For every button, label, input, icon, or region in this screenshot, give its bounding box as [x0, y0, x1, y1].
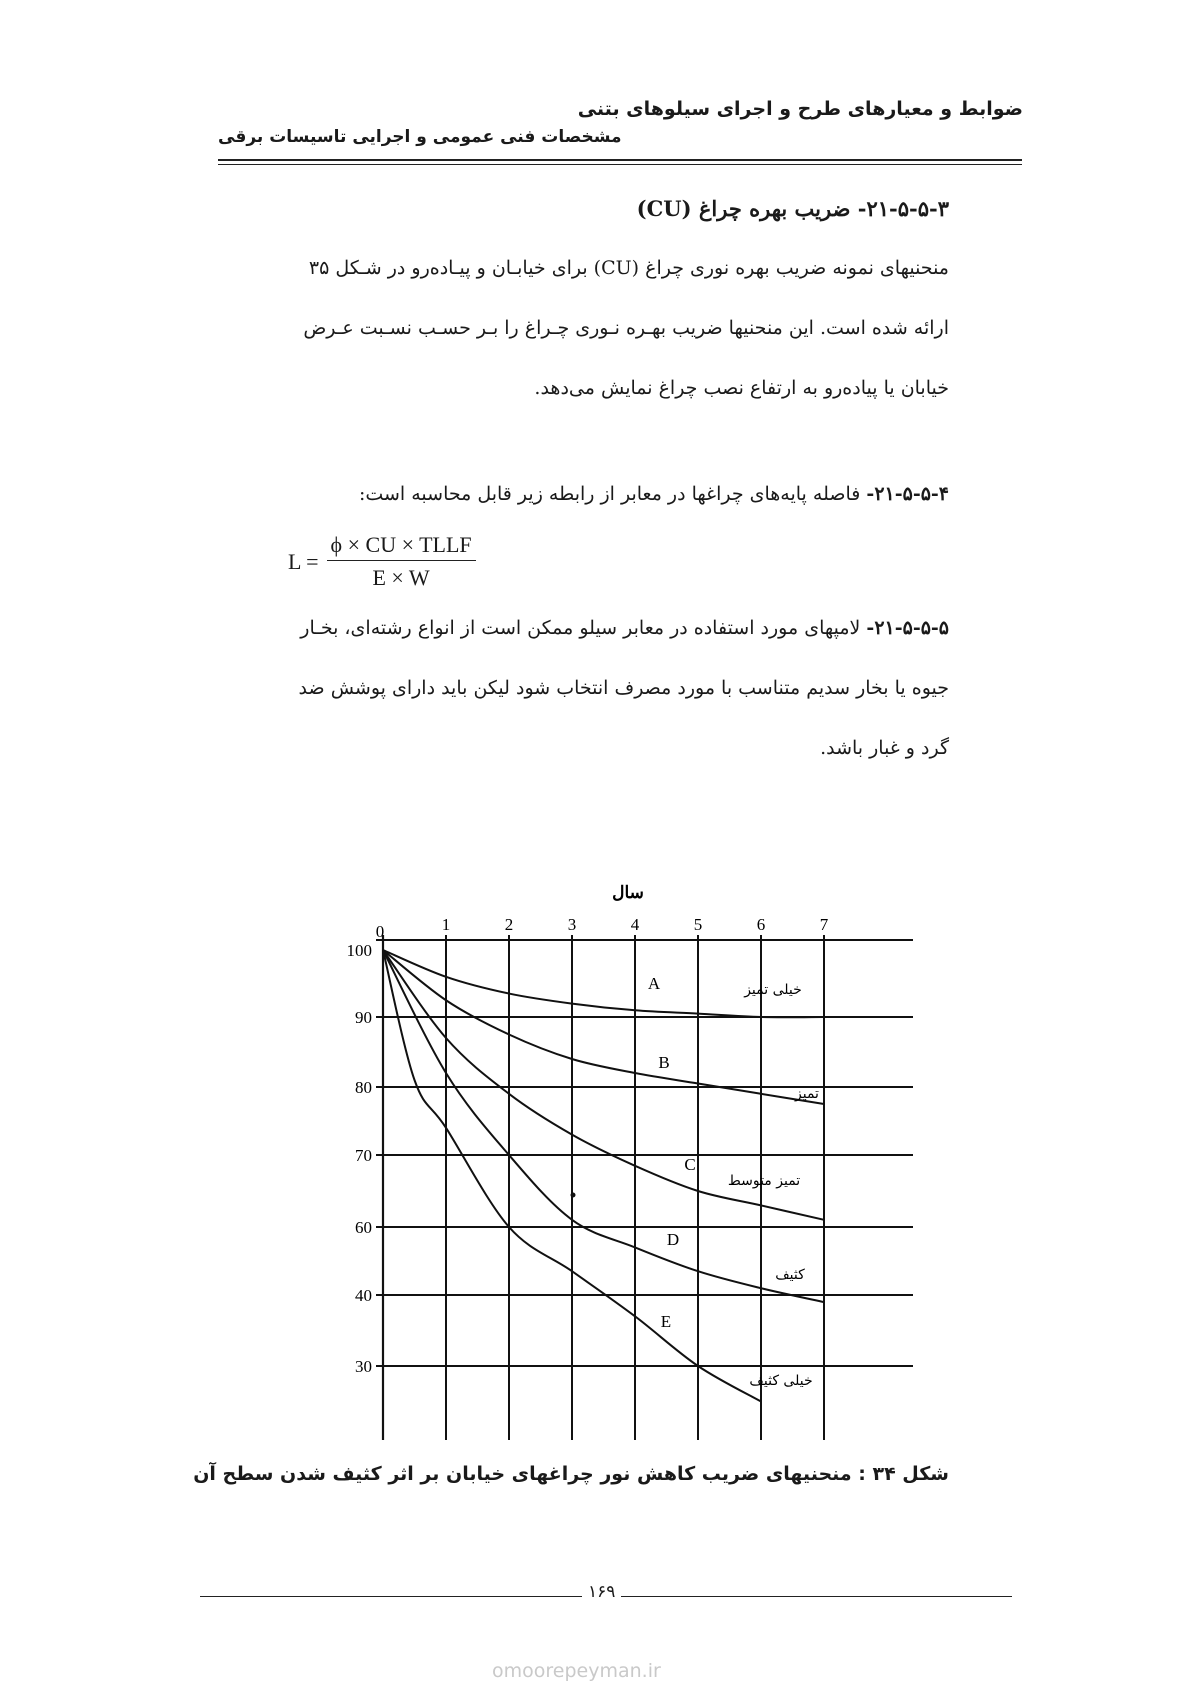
body-line: ۲۱-۵-۵-۵- لامپهای مورد استفاده در معابر سیلو ممکن است از انواع رشته‌ای، بخـار	[300, 617, 949, 639]
curve-letter: A	[647, 974, 661, 993]
figure-caption: شکل ۳۴ : منحنیهای ضریب کاهش نور چراغهای خیابان بر اثر کثیف شدن سطح آن	[193, 1463, 949, 1485]
body-line: خیابان یا پیاده‌رو به ارتفاع نصب چراغ نمایش می‌دهد.	[534, 377, 949, 399]
formula-denominator: E × W	[372, 565, 430, 590]
x-tick-label: 6	[756, 915, 766, 934]
curve-letter: B	[658, 1053, 670, 1072]
body-line: گرد و غبار باشد.	[820, 737, 949, 759]
section-number: ۲۱-۵-۵-۴-	[866, 483, 949, 505]
y-tick-label: 90	[355, 1008, 372, 1027]
body-line: جیوه یا بخار سدیم متناسب با مورد مصرف انتخاب شود لیکن باید دارای پوشش ضد	[298, 677, 949, 699]
y-tick-label: 60	[355, 1218, 372, 1237]
formula-numerator: ϕ × CU × TLLF	[327, 532, 476, 561]
y-tick-label: 70	[355, 1146, 372, 1165]
y-tick-labels	[347, 941, 373, 1376]
x-tick-label: 1	[441, 915, 451, 934]
stray-dot	[571, 1193, 576, 1198]
x-tick-label: 3	[567, 915, 577, 934]
y-tick-label: 30	[355, 1357, 372, 1376]
curve-letter: C	[684, 1155, 696, 1174]
header-chapter-title: مشخصات فنی عمومی و اجرایی تاسیسات برقی	[218, 127, 622, 147]
formula-lhs: L =	[288, 548, 319, 574]
x-axis-label: سال	[612, 883, 644, 902]
page-number: ۱۶۹	[582, 1582, 621, 1602]
curve-condition-label: تمیز	[795, 1086, 819, 1102]
x-tick-label: 5	[693, 915, 703, 934]
curve-condition-label: تمیز متوسط	[727, 1173, 801, 1189]
curve-condition-label: خیلی تمیز	[744, 982, 802, 998]
header-book-title: ضوابط و معیارهای طرح و اجرای سیلوهای بتنی	[577, 98, 1023, 120]
y-tick-label: 40	[355, 1286, 372, 1305]
curve-letter: D	[666, 1230, 680, 1249]
body-line: ارائه شده است. این منحنیها ضریب بهـره نـوری چـراغ را بـر حسـب نسـبت عـرض	[303, 317, 949, 339]
y-tick-label: 100	[346, 941, 372, 960]
section-number: ۲۱-۵-۵-۵-	[866, 617, 949, 639]
section-text: فاصله پایه‌های چراغها در معابر از رابطه زیر قابل محاسبه است:	[358, 483, 867, 505]
curve-condition-label: کثیف	[775, 1267, 805, 1283]
y-tick-label: 80	[355, 1078, 372, 1097]
x-tick-label: 7	[819, 915, 829, 934]
x-tick-label: 4	[630, 915, 640, 934]
section-heading-cu: ۲۱-۵-۵-۳- ضریب بهره چراغ (CU)	[636, 196, 949, 221]
curve-b	[383, 950, 824, 1104]
watermark-url: omoorepeyman.ir	[492, 1660, 661, 1682]
x-tick-label: 2	[504, 915, 514, 934]
body-line: منحنیهای نمونه ضریب بهره نوری چراغ (CU) برای خیابـان و پیـاده‌رو در شـکل ۳۵	[308, 257, 949, 279]
x-tick-label: 0	[375, 922, 385, 941]
curve-condition-label: خیلی کثیف	[749, 1373, 813, 1389]
curve-letter: E	[660, 1312, 672, 1331]
